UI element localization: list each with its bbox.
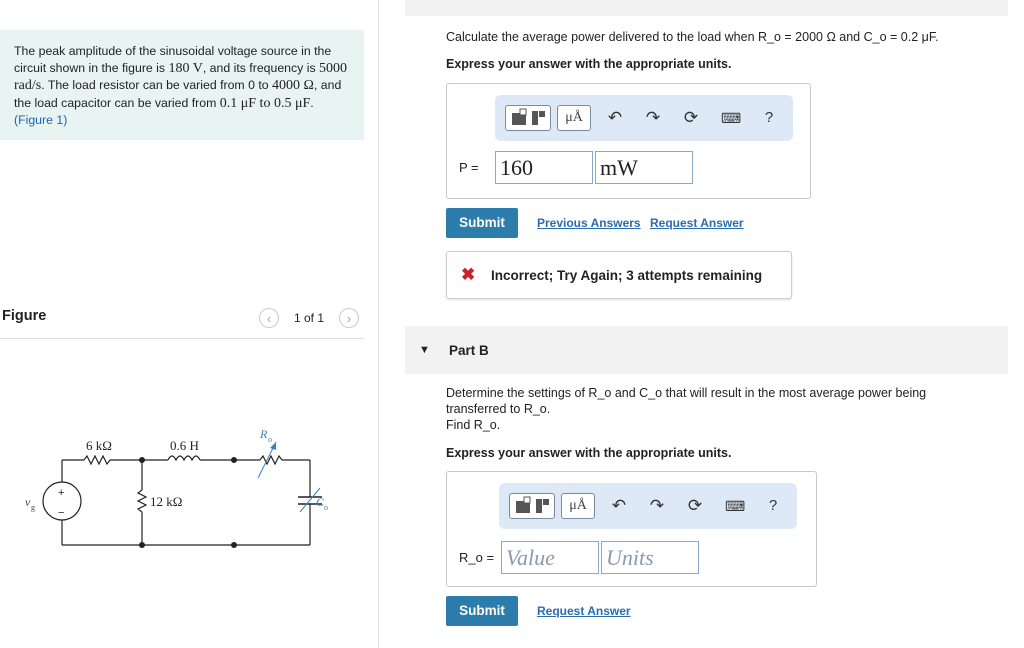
header-strip <box>405 0 1008 16</box>
keyboard-icon[interactable]: ⌨ <box>725 498 746 514</box>
part-a-request-answer-link[interactable]: Request Answer <box>650 216 744 230</box>
triangle-down-icon[interactable]: ▼ <box>419 344 430 356</box>
undo-icon[interactable]: ↶ <box>611 496 627 515</box>
keyboard-icon[interactable]: ⌨ <box>721 110 742 126</box>
previous-answers-link[interactable]: Previous Answers <box>537 216 641 230</box>
chevron-left-icon[interactable]: ‹ <box>259 308 279 328</box>
part-a-question: Calculate the average power delivered to the load when R_o = 2000 Ω and C_o = 0.2 μF. <box>446 30 939 44</box>
part-a-answer-box <box>446 83 811 199</box>
problem-text-5: . <box>310 95 314 110</box>
help-icon[interactable]: ? <box>768 497 778 514</box>
part-b-instruction: Express your answer with the appropriate units. <box>446 446 732 460</box>
problem-text-2: , and its frequency is <box>202 60 316 75</box>
reset-icon[interactable]: ⟳ <box>683 108 699 127</box>
power-label: P = <box>459 160 479 175</box>
power-units-input[interactable]: mW <box>595 151 693 184</box>
part-b-request-answer-link[interactable]: Request Answer <box>537 604 631 618</box>
x-icon: ✖ <box>461 265 476 284</box>
power-value-input[interactable]: 160 <box>495 151 593 184</box>
part-b-header[interactable] <box>405 326 1008 374</box>
template-icon[interactable] <box>509 493 555 519</box>
vg-label: v <box>25 495 31 509</box>
units-symbols-button[interactable]: μÅ <box>557 105 591 131</box>
feedback-box <box>446 251 792 299</box>
part-b-toolbar <box>499 483 797 529</box>
problem-text-1: The peak amplitude of the sinusoidal voltage source in the circuit shown in the figure is <box>14 44 332 75</box>
r-max-value: 4000 Ω <box>272 78 314 93</box>
undo-icon[interactable]: ↶ <box>607 108 623 127</box>
problem-text-4: , and the load capacitor can be varied from <box>14 78 342 110</box>
chevron-right-icon[interactable]: › <box>339 308 359 328</box>
part-b-submit-button[interactable]: Submit <box>446 596 518 626</box>
source-plus: + <box>58 487 65 499</box>
problem-statement <box>0 30 364 140</box>
part-b-question-line1: Determine the settings of R_o and C_o that will result in the most average power being <box>446 386 927 400</box>
figure-counter: 1 of 1 <box>294 311 325 325</box>
ro-subscript: o <box>268 435 272 444</box>
part-b-title: Part B <box>449 343 489 358</box>
source-minus: − <box>58 507 65 519</box>
c-range-value: 0.1 μF to 0.5 μF <box>219 95 311 111</box>
co-label: C <box>316 495 325 509</box>
part-b-answer-box <box>446 471 817 587</box>
ro-units-input[interactable]: Units <box>601 541 699 574</box>
column-divider <box>378 0 379 648</box>
template-icon[interactable] <box>505 105 551 131</box>
redo-icon[interactable]: ↷ <box>649 496 665 515</box>
co-subscript: o <box>324 503 328 512</box>
circuit-diagram <box>18 420 328 560</box>
ro-field-label: R_o = <box>459 550 495 565</box>
part-b-find: Find R_o. <box>446 418 501 432</box>
reset-icon[interactable]: ⟳ <box>687 496 703 515</box>
feedback-text: Incorrect; Try Again; 3 attempts remaining <box>491 268 763 283</box>
figure-header <box>0 304 364 339</box>
vg-subscript: g <box>31 503 35 512</box>
frequency-value: 5000 rad/s <box>14 60 348 93</box>
voltage-value: 180 V <box>168 60 203 76</box>
figure-link[interactable]: (Figure 1) <box>14 113 68 127</box>
ro-value-input[interactable]: Value <box>501 541 599 574</box>
ro-label: R <box>260 427 268 441</box>
part-a-instruction: Express your answer with the appropriate units. <box>446 57 732 71</box>
figure-title: Figure <box>2 308 47 324</box>
units-symbols-button[interactable]: μÅ <box>561 493 595 519</box>
part-a-toolbar <box>495 95 793 141</box>
l1-label: 0.6 H <box>170 438 199 453</box>
redo-icon[interactable]: ↷ <box>645 108 661 127</box>
help-icon[interactable]: ? <box>764 109 774 126</box>
r2-label: 12 kΩ <box>150 494 183 509</box>
r1-label: 6 kΩ <box>86 438 112 453</box>
part-a-submit-button[interactable]: Submit <box>446 208 518 238</box>
part-b-question-line2: transferred to R_o. <box>446 402 551 416</box>
problem-text-3: . The load resistor can be varied from 0 to <box>41 78 269 92</box>
